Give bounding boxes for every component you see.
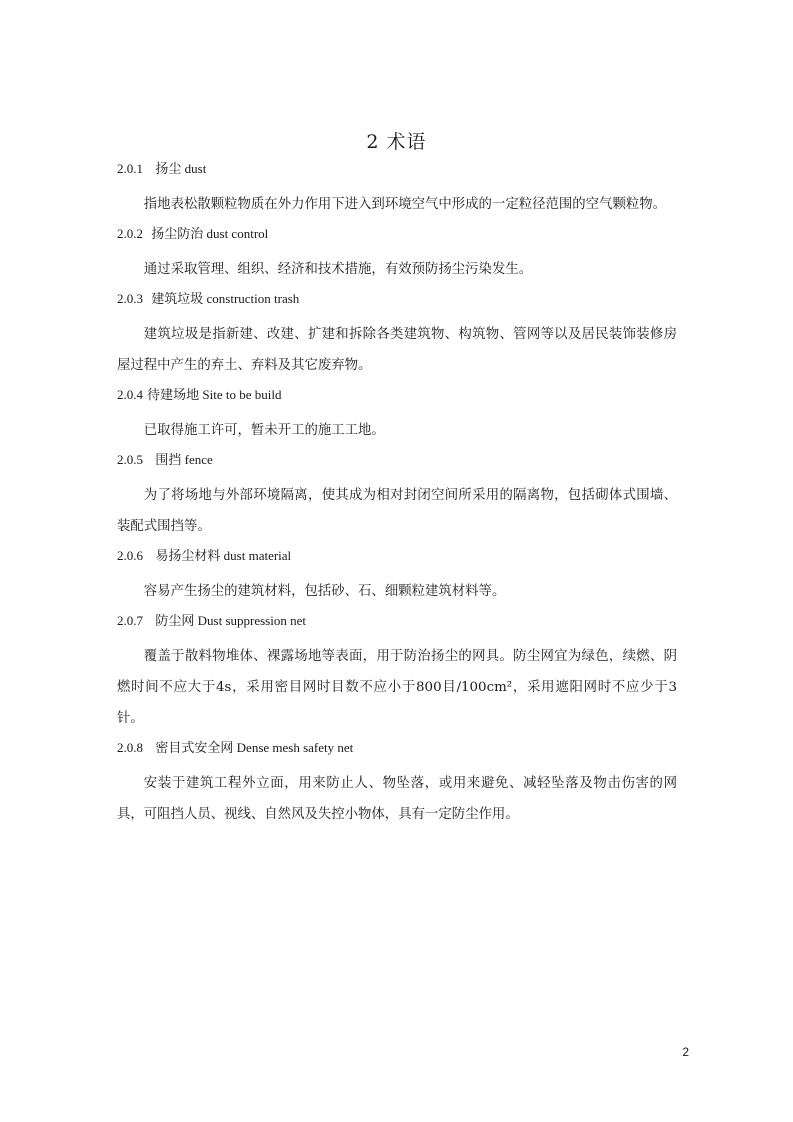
term-name: 建筑垃圾 construction trash — [151, 291, 300, 306]
term-name: 易扬尘材料 dust material — [155, 548, 292, 563]
term-2-0-4 — [117, 385, 677, 446]
term-heading — [117, 611, 677, 632]
term-heading — [117, 546, 677, 567]
page-number: 2 — [682, 1045, 689, 1059]
term-definition: 建筑垃圾是指新建、改建、扩建和拆除各类建筑物、构筑物、管网等以及居民装饰装修房屋过程中产生的弃土、弃料及其它废弃物。 — [117, 327, 677, 373]
term-heading — [117, 450, 677, 471]
term-heading — [117, 159, 677, 180]
term-number: 2.0.3 — [117, 291, 143, 306]
term-number: 2.0.4 — [117, 387, 143, 402]
term-2-0-2 — [117, 224, 677, 285]
term-number: 2.0.5 — [117, 452, 143, 467]
term-name: 扬尘 dust — [155, 161, 207, 176]
term-number: 2.0.7 — [117, 613, 143, 628]
term-heading — [117, 385, 677, 406]
term-number: 2.0.1 — [117, 161, 143, 176]
term-definition: 容易产生扬尘的建筑材料，包括砂、石、细颗粒建筑材料等。 — [143, 584, 506, 599]
term-number: 2.0.8 — [117, 740, 143, 755]
term-name: 扬尘防治 dust control — [151, 226, 269, 241]
term-name: 待建场地 Site to be build — [147, 387, 282, 402]
term-name: 防尘网 Dust suppression net — [155, 613, 306, 628]
term-definition: 覆盖于散料物堆体、裸露场地等表面，用于防治扬尘的网具。防尘网宜为绿色，续燃、阴燃时间不应大于4s，采用密目网时目数不应小于800目/100cm²，采用遮阳网时不应少于3针。 — [117, 649, 677, 726]
term-heading — [117, 738, 677, 759]
chapter-title: 2 术语 — [366, 131, 427, 153]
terms-list — [117, 157, 677, 834]
term-2-0-5 — [117, 450, 677, 542]
term-2-0-3 — [117, 289, 677, 381]
term-definition: 安装于建筑工程外立面，用来防止人、物坠落，或用来避免、减轻坠落及物击伤害的网具，可阻挡人员、视线、自然风及失控小物体，具有一定防尘作用。 — [117, 776, 677, 822]
term-2-0-8 — [117, 738, 677, 830]
term-2-0-7 — [117, 611, 677, 734]
term-definition: 已取得施工许可，暂未开工的施工工地。 — [143, 423, 385, 438]
term-2-0-6 — [117, 546, 677, 607]
term-name: 围挡 fence — [155, 452, 213, 467]
term-number: 2.0.2 — [117, 226, 143, 241]
term-2-0-1 — [117, 159, 677, 220]
term-name: 密目式安全网 Dense mesh safety net — [155, 740, 354, 755]
term-definition: 为了将场地与外部环境隔离，使其成为相对封闭空间所采用的隔离物，包括砌体式围墙、装配式围挡等。 — [117, 488, 677, 534]
term-heading — [117, 224, 677, 245]
term-definition: 通过采取管理、组织、经济和技术措施，有效预防扬尘污染发生。 — [143, 262, 533, 277]
term-number: 2.0.6 — [117, 548, 143, 563]
term-heading — [117, 289, 677, 310]
term-definition: 指地表松散颗粒物质在外力作用下进入到环境空气中形成的一定粒径范围的空气颗粒物。 — [143, 197, 667, 212]
